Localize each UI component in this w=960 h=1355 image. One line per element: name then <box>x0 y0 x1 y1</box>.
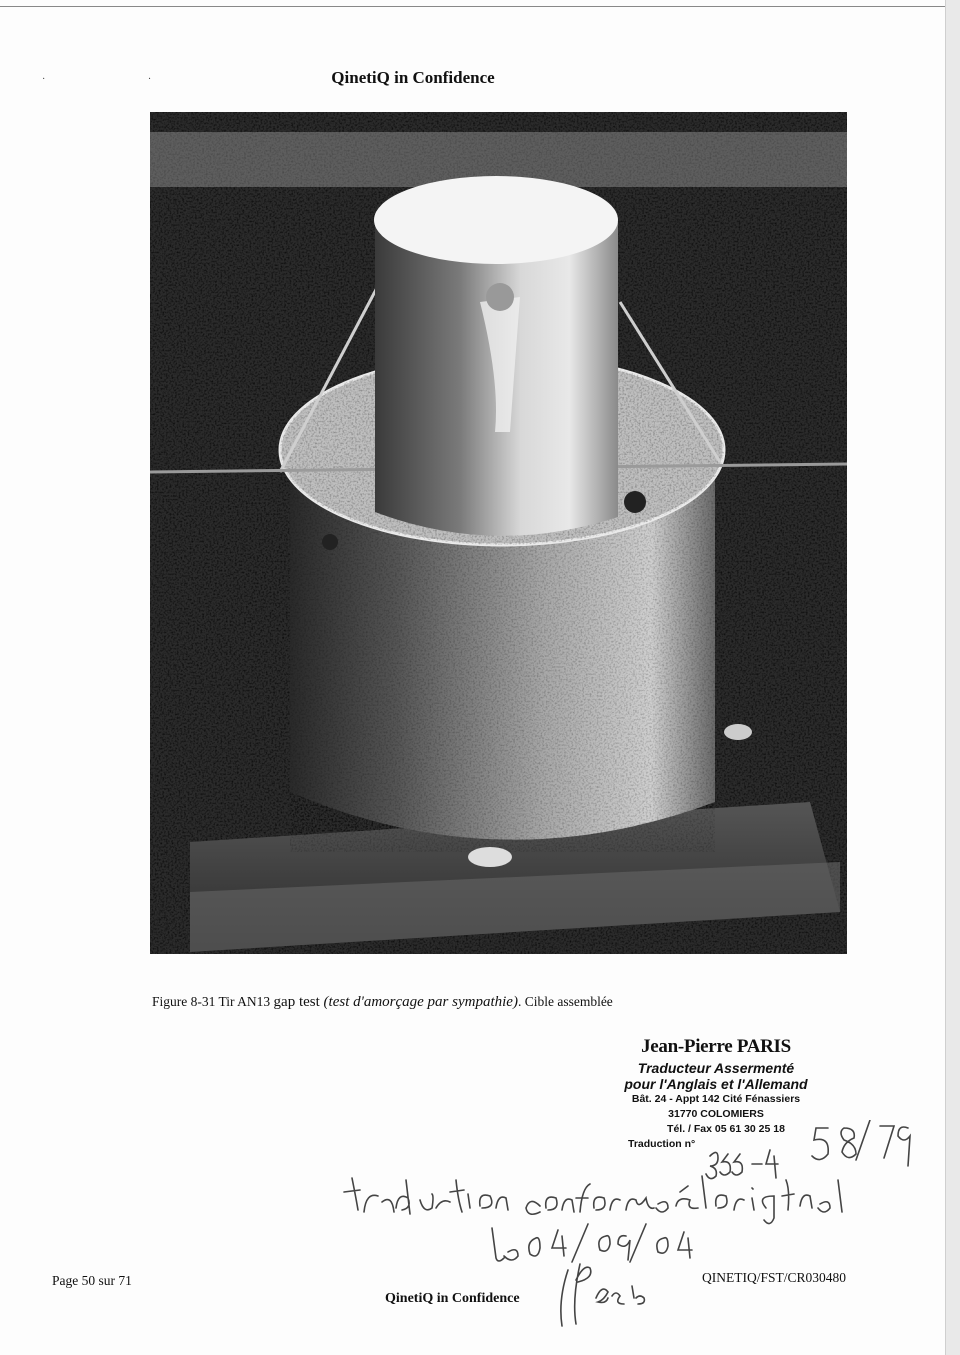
stamp-title: Traducteur Assermenté <box>637 1060 795 1076</box>
stamp-name: Jean-Pierre PARIS <box>641 1036 791 1057</box>
scan-specks: · · <box>42 74 202 85</box>
stamp-languages: pour l'Anglais et l'Allemand <box>624 1076 808 1092</box>
handwritten-page-ref <box>812 1120 910 1166</box>
figure-photo <box>150 112 847 954</box>
caption-gap-test: gap test <box>273 994 324 1010</box>
stamp-address: Bât. 24 - Appt 142 Cité Fénassiers <box>631 1093 801 1105</box>
caption-italic: (test d'amorçage par sympathie) <box>323 994 518 1010</box>
page-number: Page 50 sur 71 <box>52 1273 132 1288</box>
handwritten-translation-number <box>706 1150 778 1179</box>
caption-suffix: . Cible assemblée <box>517 994 613 1009</box>
document-reference: QINETIQ/FST/CR030480 <box>702 1270 847 1285</box>
handwritten-certification <box>344 1176 842 1224</box>
stamp-phone: Tél. / Fax 05 61 30 25 18 <box>667 1123 785 1135</box>
handwritten-date <box>492 1224 692 1262</box>
caption-prefix: Figure 8-31 Tir AN13 <box>152 994 274 1009</box>
scan-edge-line <box>0 6 945 7</box>
handwritten-signature <box>561 1264 645 1326</box>
footer-confidentiality: QinetiQ in Confidence <box>385 1291 520 1306</box>
stamp-city: 31770 COLOMIERS <box>668 1108 764 1120</box>
stamp-translation-number: Traduction n° <box>628 1138 696 1150</box>
page-header: QinetiQ in Confidence <box>331 68 495 87</box>
figure-caption <box>152 994 613 1011</box>
